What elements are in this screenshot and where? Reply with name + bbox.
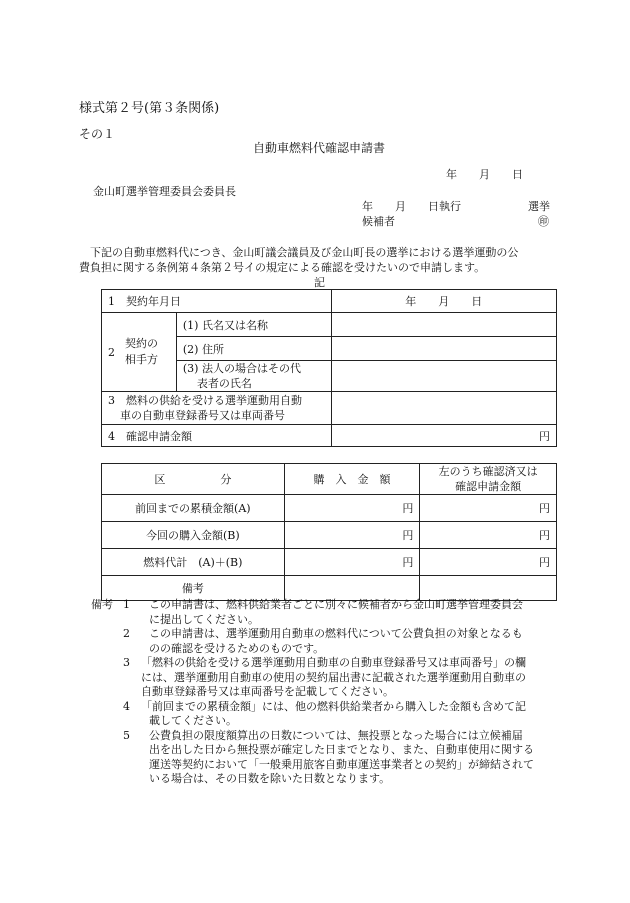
election-date: 年 月 日執行 xyxy=(362,200,461,213)
note-item xyxy=(91,598,561,627)
vehicle-number-label-b: 車の自動車登録番号又は車両番号 xyxy=(120,409,285,422)
note-line: 運送等契約において「一般乗用旅客自動車運送事業者との契約」が締結されて xyxy=(149,757,534,771)
notes-section xyxy=(91,598,561,787)
table-row xyxy=(102,522,557,549)
header-confirmed-amount-a: 左のうち確認済又は xyxy=(438,465,538,478)
note-item xyxy=(91,700,561,729)
confirmed-amount-cell: 円 xyxy=(420,495,557,522)
representative-label-b: 表者の氏名 xyxy=(196,377,252,390)
contract-date-label: 1 契約年月日 xyxy=(102,290,332,313)
row-label: 今回の購入金額(B) xyxy=(102,522,285,549)
table-row xyxy=(102,313,557,337)
note-line: この申請書は、燃料供給業者ごとに別々に候補者から金山町選挙管理委員会 xyxy=(149,598,523,611)
table-row xyxy=(102,425,557,447)
election-word: 選挙 xyxy=(528,200,550,213)
note-text xyxy=(141,598,561,627)
ki-heading: 記 xyxy=(314,276,325,289)
counterparty-name-value xyxy=(331,313,556,337)
row-label: 燃料代計 (A)＋(B) xyxy=(102,549,285,576)
header-confirmed-amount xyxy=(420,464,557,495)
note-text xyxy=(141,627,561,656)
note-line: に提出してください。 xyxy=(149,612,259,626)
note-item xyxy=(91,729,561,787)
requested-amount-value: 円 xyxy=(331,425,556,447)
contract-table xyxy=(101,289,557,447)
application-date: 年 月 日 xyxy=(446,168,523,181)
table-header-row xyxy=(102,464,557,495)
candidate-label: 候補者 xyxy=(362,215,395,228)
vehicle-number-label xyxy=(102,392,332,425)
confirmed-amount-cell xyxy=(420,576,557,601)
intro-line-2: 費負担に関する条例第４条第２号イの規定による確認を受けたいので申請します。 xyxy=(79,261,486,274)
note-line: 「前回までの累積金額」には、他の燃料供給業者から購入した金額も含めて記 xyxy=(141,699,526,713)
representative-label xyxy=(176,361,331,392)
table-row xyxy=(102,495,557,522)
purchase-amount-cell xyxy=(284,576,420,601)
confirmed-amount-cell: 円 xyxy=(420,522,557,549)
note-number: 4 xyxy=(123,699,130,713)
note-line: 自動車登録番号又は車両番号を記載してください。 xyxy=(141,685,394,698)
note-number: 2 xyxy=(123,627,130,640)
note-line: 載してください。 xyxy=(149,714,237,727)
vehicle-number-label-a: 3 燃料の供給を受ける選挙運動用自動 xyxy=(108,394,302,407)
row-label: 備考 xyxy=(102,576,285,601)
counterparty-label-a: 契約の xyxy=(125,337,158,350)
note-line: この申請書は、選挙運動用自動車の燃料代について公費負担の対象となるも xyxy=(149,627,523,640)
addressee: 金山町選挙管理委員会委員長 xyxy=(93,185,236,198)
purchase-amount-cell: 円 xyxy=(284,549,420,576)
purchase-amount-cell: 円 xyxy=(284,522,420,549)
table-row xyxy=(102,576,557,601)
note-text xyxy=(141,700,561,729)
document-title: 自動車燃料代確認申請書 xyxy=(253,141,386,155)
counterparty-num: 2 xyxy=(108,345,115,359)
seal-mark: ㊞ xyxy=(538,215,549,228)
table-row xyxy=(102,392,557,425)
purchase-amount-cell: 円 xyxy=(284,495,420,522)
row-label: 前回までの累積金額(A) xyxy=(102,495,285,522)
note-text xyxy=(141,656,561,700)
counterparty-label xyxy=(102,313,177,392)
representative-value xyxy=(331,361,556,392)
note-item xyxy=(91,656,561,700)
form-number: 様式第２号(第３条関係) xyxy=(79,101,220,116)
confirmed-amount-cell: 円 xyxy=(420,549,557,576)
counterparty-name-label: (1) 氏名又は名称 xyxy=(176,313,331,337)
vehicle-number-value xyxy=(331,392,556,425)
sub-number: その１ xyxy=(79,127,116,141)
note-line: 出を出した日から無投票が確定した日までとなり、また、自動車使用に関する xyxy=(149,743,534,756)
note-text xyxy=(141,729,561,787)
counterparty-address-value xyxy=(331,337,556,361)
header-purchase-amount: 購 入 金 額 xyxy=(284,464,420,495)
requested-amount-label: 4 確認申請金額 xyxy=(102,425,332,447)
header-confirmed-amount-b: 確認申請金額 xyxy=(455,480,522,493)
note-line: いる場合は、その日数を除いた日数となります。 xyxy=(149,772,391,785)
note-number: 1 xyxy=(123,598,130,611)
contract-date-value: 年 月 日 xyxy=(331,290,556,313)
representative-label-a: (3) 法人の場合はその代 xyxy=(182,362,301,375)
header-category: 区 分 xyxy=(102,464,285,495)
counterparty-address-label: (2) 住所 xyxy=(176,337,331,361)
note-line: 公費負担の限度額算出の日数については、無投票となった場合には立候補届 xyxy=(149,728,523,742)
note-item xyxy=(91,627,561,656)
notes-heading: 備考 xyxy=(91,598,113,611)
table-row xyxy=(102,549,557,576)
intro-line-1: 下記の自動車燃料代につき、金山町議会議員及び金山町長の選挙における選挙運動の公 xyxy=(90,246,519,259)
note-line: 「燃料の供給を受ける選挙運動用自動車の自動車登録番号又は車両番号」の欄 xyxy=(141,656,526,669)
note-line: には、選挙運動用自動車の使用の契約届出書に記載された選挙運動用自動車の xyxy=(141,670,526,684)
table-row xyxy=(102,290,557,313)
amount-table xyxy=(101,463,557,601)
counterparty-label-b: 相手方 xyxy=(125,353,158,366)
note-number: 3 xyxy=(123,656,130,669)
note-line: のの確認を受けるためのものです。 xyxy=(149,641,325,655)
note-number: 5 xyxy=(123,728,130,742)
